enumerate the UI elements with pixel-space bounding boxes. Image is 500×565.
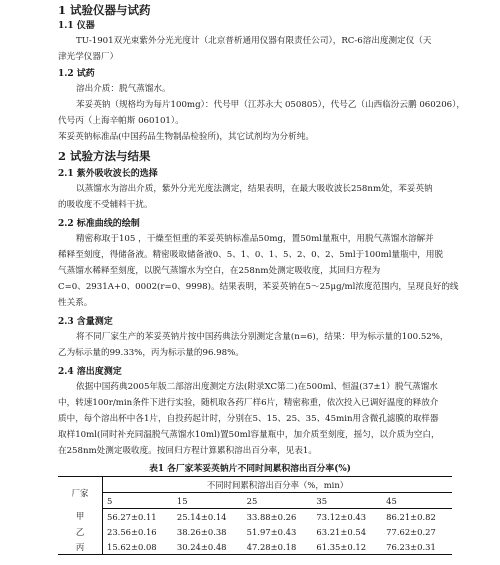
section-2-1-heading: 2.1 紫外吸收波长的选择 — [58, 169, 158, 179]
table-row — [58, 524, 452, 539]
wavelength-line-1: 以蒸馏水为溶出介质，紫外分光光度法测定，结果表明，在最大吸收波长258nm处，苯妥英钠 — [76, 184, 433, 194]
value-cell: 76.23±0.31 — [382, 539, 452, 555]
curve-line-1: 精密称取于105 ，干燥至恒重的苯妥英钠标准品50mg，置50ml量瓶中，用脱气蒸馏水溶解并 — [76, 234, 434, 244]
value-cell: 77.62±0.27 — [386, 526, 436, 537]
value-cell: 56.27±0.11 — [107, 511, 157, 522]
value-cell: 33.88±0.26 — [246, 511, 297, 522]
value-cell: 73.12±0.43 — [316, 511, 367, 522]
section-2-heading: 2 试验方法与结果 — [58, 149, 151, 163]
time-column-header: 15 — [173, 493, 243, 509]
value-cell: 51.97±0.43 — [246, 526, 297, 537]
wavelength-line-2: 的吸收度不受辅料干扰。 — [58, 200, 153, 210]
content-line-1: 将不同厂家生产的苯妥英钠片按中国药典法分别测定含量(n=6)，结果：甲为标示量的100.52%， — [76, 332, 449, 342]
time-column-header: 25 — [243, 493, 313, 509]
value-cell: 30.24±0.48 — [173, 539, 243, 555]
section-1-2-heading: 1.2 试药 — [58, 69, 95, 79]
dissolution-line-5: 在258nm处测定吸收度。按回归方程计算累积溶出百分率，见表1。 — [58, 446, 317, 456]
value-cell: 15.62±0.08 — [103, 539, 173, 555]
samples-line-2: 代号丙（上海辛帕斯 060101）。 — [58, 116, 184, 126]
value-cell: 25.14±0.14 — [176, 511, 227, 522]
section-2-4-heading: 2.4 溶出度测定 — [58, 367, 122, 377]
value-cell: 47.28±0.18 — [243, 539, 313, 555]
dissolution-line-2: 中，转速100r/min条件下进行实验，随机取各药厂样6片，精密称重，依次投入已调好温度的释放介 — [58, 398, 439, 408]
time-group-header: 不同时间累积溶出百分率（%，min） — [103, 477, 453, 493]
factory-cell: 甲 — [58, 509, 103, 525]
dissolution-table — [58, 476, 452, 555]
section-1-1-heading: 1.1 仪器 — [58, 21, 95, 31]
value-cell: 61.35±0.12 — [312, 539, 382, 555]
instrument-line-1: TU-1901双光束紫外分光光度计（北京普析通用仪器有限责任公司），RC-6溶出度测定仪（天 — [76, 36, 432, 46]
section-2-3-heading: 2.3 含量测定 — [58, 317, 113, 327]
instrument-line-2: 津光学仪器厂） — [58, 52, 119, 62]
dissolution-line-4: 取样10ml(同时补充同温脱气蒸馏水10ml)置50ml容量瓶中，加介质至刻度，摇匀，以介质为空白， — [58, 430, 440, 440]
section-2-2-heading: 2.2 标准曲线的绘制 — [58, 219, 140, 229]
dissolution-line-3: 质中，每个溶出杯中各1片，自投药起计时，分别在5、15、25、35、45min用含微孔滤膜的取样器 — [58, 414, 439, 424]
dissolution-line-1: 依据中国药典2005年版二部溶出度测定方法(附录XC第二)在500ml、恒温(37±1）脱气蒸馏水 — [76, 382, 438, 392]
section-1-heading: 1 试验仪器与试药 — [58, 3, 151, 17]
value-cell: 23.56±0.16 — [107, 526, 157, 537]
table-row — [58, 509, 452, 525]
content-line-2: 乙为标示量的99.33%，丙为标示量的96.98%。 — [58, 348, 244, 358]
time-header-row — [58, 493, 452, 509]
samples-line-1: 苯妥英钠（规格均为每片100mg）：代号甲（江苏永大 050805），代号乙（山西临汾云鹏 060206）， — [76, 100, 466, 110]
table-header-row — [58, 477, 452, 493]
factory-column-header: 厂家 — [58, 477, 103, 509]
curve-line-4: C=0、2931A+0、0002(r=0、9998)。结果表明，苯妥英钠在5～25μg/ml浓度范围内，呈现良好的线 — [58, 282, 459, 292]
value-cell: 38.26±0.38 — [176, 526, 227, 537]
time-column-header: 35 — [312, 493, 382, 509]
time-column-header: 45 — [382, 493, 452, 509]
reference-line: 苯妥英钠标准品(中国药品生物制品检验所)，其它试剂均为分析纯。 — [58, 132, 314, 142]
factory-cell: 丙 — [58, 539, 103, 555]
time-column-header: 5 — [103, 493, 173, 509]
value-cell: 86.21±0.82 — [386, 511, 436, 522]
curve-line-3: 气蒸馏水稀释至刻度，以脱气蒸馏水为空白，在258nm处测定吸收度，其回归方程为 — [58, 266, 381, 276]
curve-line-5: 性关系。 — [58, 298, 93, 308]
value-cell: 63.21±0.54 — [316, 526, 367, 537]
factory-cell: 乙 — [58, 524, 103, 539]
medium-line: 溶出介质：脱气蒸馏水。 — [76, 84, 171, 94]
table-caption: 表1 各厂家苯妥英钠片不同时间累积溶出百分率(%) — [149, 464, 351, 474]
curve-line-2: 稀释至刻度，得储备液。精密吸取储备液0、5、1、0、1、5、2、0、2、5ml于100ml量瓶中，用脱 — [58, 250, 444, 260]
table-row — [58, 539, 452, 555]
